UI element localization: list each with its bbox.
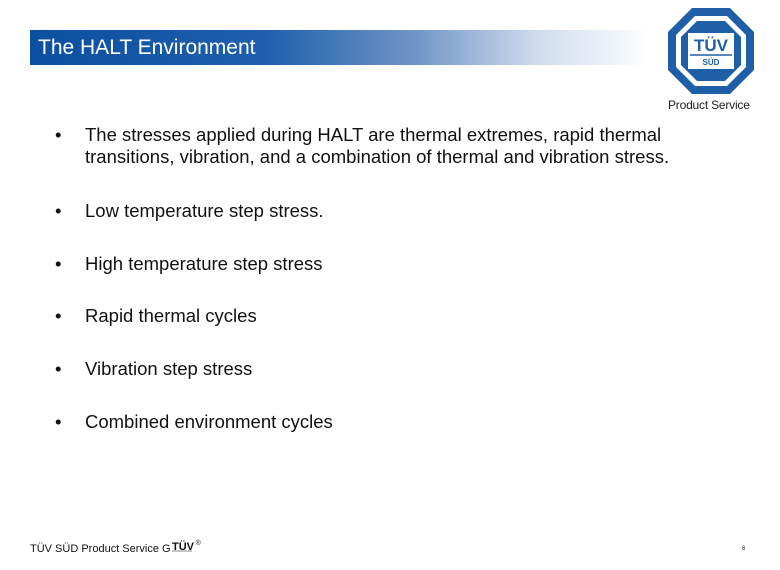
bullet-marker: • (55, 253, 62, 274)
footer (30, 538, 201, 555)
bullet-marker: • (55, 200, 62, 221)
bullet-text: Rapid thermal cycles (85, 305, 257, 326)
bullet-marker: • (55, 124, 62, 145)
bullet-text: Vibration step stress (85, 358, 253, 379)
footer-mark-text: TÜV (171, 541, 194, 552)
bullet-text: The stresses applied during HALT are thermal extremes, rapid thermal transitions, vibration, and a combination of thermal and vibration stress. (85, 124, 670, 167)
bullet-marker: • (55, 305, 62, 326)
tuv-sud-logo (666, 6, 756, 114)
bullet-marker: • (55, 358, 62, 379)
page-number: 6 (742, 546, 746, 552)
bullet-text: Combined environment cycles (85, 411, 333, 432)
tuv-octagon-icon (666, 6, 756, 96)
bullet-marker: • (55, 411, 62, 432)
footer-tuv-mark-icon (172, 538, 196, 555)
footer-text: TÜV SÜD Product Service G (30, 543, 171, 555)
registered-symbol: ® (195, 540, 201, 547)
bullet-text: Low temperature step stress. (85, 200, 324, 221)
logo-mark-line2: SÜD (702, 58, 720, 67)
title-bar (30, 30, 650, 65)
logo-mark-line1: TÜV (694, 36, 728, 55)
bullet-text: High temperature step stress (85, 253, 323, 274)
slide-title: The HALT Environment (38, 36, 256, 59)
logo-caption: Product Service (668, 98, 750, 112)
